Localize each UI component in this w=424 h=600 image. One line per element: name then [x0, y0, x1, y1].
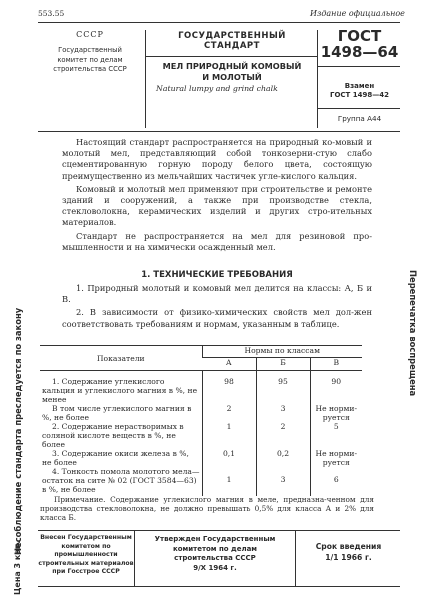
section-title: 1. ТЕХНИЧЕСКИЕ ТРЕБОВАНИЯ — [141, 270, 293, 280]
norms-table — [40, 346, 362, 496]
ussr-label: СССР — [76, 30, 104, 39]
intro-paragraph: Комовый и молотый мел применяют при строительстве и ремонте зданий и сооружений, а также при производстве стекла, стекловолокна, керамических изделий и других стро-ительных материалов. — [62, 183, 372, 228]
section-paragraph: 2. В зависимости от физико-химических свойств мел дол-жен соответствовать требованиям и нормам, указанным в таблице. — [62, 307, 372, 329]
intro-text — [62, 137, 372, 253]
col-header-norms: Нормы по классам — [202, 346, 362, 358]
effective-date: Срок введения 1/1 1966 г. — [315, 542, 382, 562]
footer-top-rule — [38, 530, 400, 531]
top-rule — [38, 22, 400, 23]
margin-reprint-notice: Перепечатка воспрещена — [408, 270, 418, 397]
table-row: 4. Тонкость помола молотого мела—остаток на сите № 02 (ГОСТ 3584—63) в %, не более 1 3 6 — [40, 467, 362, 496]
section-text — [62, 283, 372, 330]
section-paragraph: 1. Природный молотый и комовый мел делится на классы: А, Б и В. — [62, 283, 372, 305]
header-divider-2 — [317, 30, 318, 128]
standard-type: ГОСУДАРСТВЕННЫЙ СТАНДАРТ — [178, 31, 286, 51]
table-note: Примечание. Содержание углекислого магния в меле, предназна-ченном для производства стекловолокна, не должно превышать 0,5% для класса А и 2% для класса Б. — [40, 495, 374, 522]
col-header-class-c: В — [310, 358, 362, 371]
gost-rule — [318, 66, 400, 67]
edition-label: Издание официальное — [310, 9, 405, 18]
intro-paragraph: Стандарт не распространяется на мел для резиновой про-мышленности и на химически осажденный мел. — [62, 230, 372, 252]
header-rule — [146, 56, 317, 57]
footer-divider-1 — [134, 530, 135, 586]
col-header-class-a: А — [202, 358, 256, 371]
table-row: В том числе углекислого магния в %, не более 2 3 Не норми-руется — [40, 404, 362, 422]
approved-by: Утвержден Государственным комитетом по делам строительства СССР 9/X 1964 г. — [154, 535, 276, 572]
gost-number: ГОСТ 1498—64 — [320, 27, 399, 61]
title-english: Natural lumpy and grind chalk — [156, 84, 278, 93]
footer-bottom-rule — [38, 586, 400, 587]
intro-paragraph: Настоящий стандарт распространяется на природный ко-мовый и молотый мел, представляющий собой тонкозерни-стую слабо сцементированную горную породу белого цвета, состоящую преимущественно из мельчайших частичек угле-кислого кальция. — [62, 137, 372, 181]
group-rule — [318, 108, 400, 109]
header-divider-1 — [145, 30, 146, 128]
table-row: 1. Содержание углекислого кальция и углекислого магния в %, не менее 98 95 90 — [40, 371, 362, 405]
document-title: МЕЛ ПРИРОДНЫЙ КОМОВЫЙ И МОЛОТЫЙ — [162, 61, 302, 82]
committee-label: Государственный комитет по делам строительства СССР — [53, 46, 127, 73]
margin-price: Цена 3 коп. — [13, 540, 22, 595]
col-header-indicator: Показатели — [40, 346, 202, 371]
header-block — [38, 27, 400, 128]
table-row: 3. Содержание окиси железа в %, не более 0,1 0,2 Не норми-руется — [40, 449, 362, 467]
header-bottom-rule — [38, 131, 400, 132]
footer-divider-2 — [295, 530, 296, 586]
group-label: Группа А44 — [337, 114, 382, 123]
submitted-by: Внесен Государственным комитетом по промышленности строительных материалов при Госстрое СССР — [38, 534, 134, 576]
table-row: 2. Содержание нерастворимых в соляной кислоте веществ в %, не более 1 2 5 — [40, 422, 362, 449]
replaces-label: Взамен ГОСТ 1498—42 — [330, 82, 389, 99]
col-header-class-b: Б — [256, 358, 310, 371]
catalog-code: 553.55 — [38, 9, 65, 18]
margin-legal-warning: Несоблюдение стандарта преследуется по закону — [13, 307, 23, 555]
